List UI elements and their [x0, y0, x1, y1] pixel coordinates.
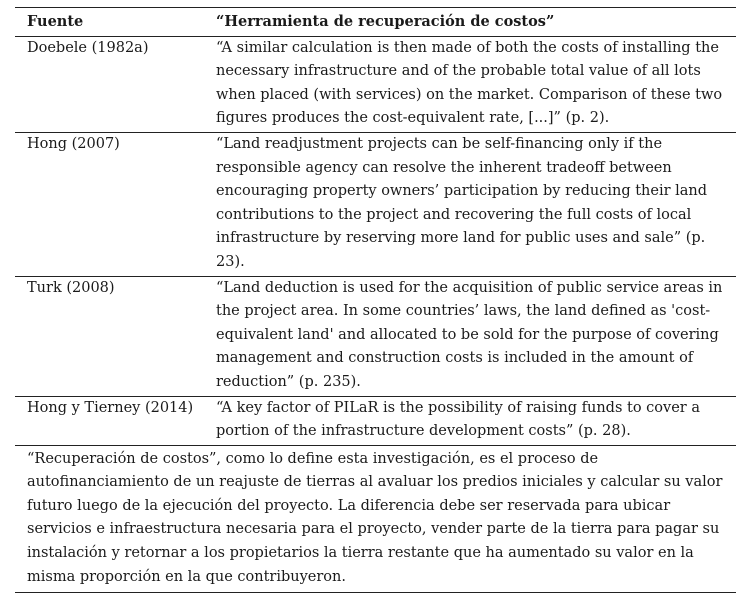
header-tool: “Herramienta de recuperación de costos” — [216, 13, 555, 30]
table-row — [15, 276, 736, 396]
row-quote: “A key factor of PILaR is the possibility of raising funds to cover a portion of the infrastructure development costs” (p. 28). — [216, 399, 700, 440]
definition-row — [15, 445, 736, 593]
table-row — [15, 396, 736, 445]
row-source: Hong y Tierney (2014) — [27, 399, 194, 416]
definition-text: “Recuperación de costos”, como lo define esta investigación, es el proceso de autofinanciamiento de un reajuste de tierras al avaluar los predios iniciales y calcular su valor futuro luego de la ejecución del proyecto. La diferencia debe ser reservada para ubicar servicios e infraestructura necesaria para el proyecto, vender parte de la tierra para pagar su instalación y retornar a los propietarios la tierra restante que ha aumentado su valor en la misma proporción en la que contribuyeron. — [15, 445, 736, 593]
row-source: Doebele (1982a) — [27, 39, 149, 56]
row-source: Turk (2008) — [27, 279, 115, 296]
row-quote: “Land deduction is used for the acquisition of public service areas in the project area. In some countries’ laws, the land defined as 'cost-equivalent land' and allocated to be sold for the purpose of covering management and construction costs is included in the amount of reduction” (p. 235). — [216, 279, 723, 390]
row-quote: “A similar calculation is then made of both the costs of installing the necessary infrastructure and of the probable total value of all lots when placed (with services) on the market. Comparison of these two figures produces the cost-equivalent rate, [...]” (p. 2). — [216, 39, 723, 127]
cost-recovery-table-document — [15, 7, 736, 593]
cost-recovery-table — [15, 7, 736, 593]
header-source: Fuente — [27, 13, 84, 30]
table-row — [15, 36, 736, 132]
row-quote: “Land readjustment projects can be self-financing only if the responsible agency can resolve the inherent tradeoff between encouraging property owners’ participation by reducing their land contributions to the project and recovering the full costs of local infrastructure by reserving more land for public uses and sale” (p. 23). — [216, 135, 708, 270]
row-source: Hong (2007) — [27, 135, 120, 152]
table-header-row — [15, 8, 736, 37]
table-row — [15, 132, 736, 276]
